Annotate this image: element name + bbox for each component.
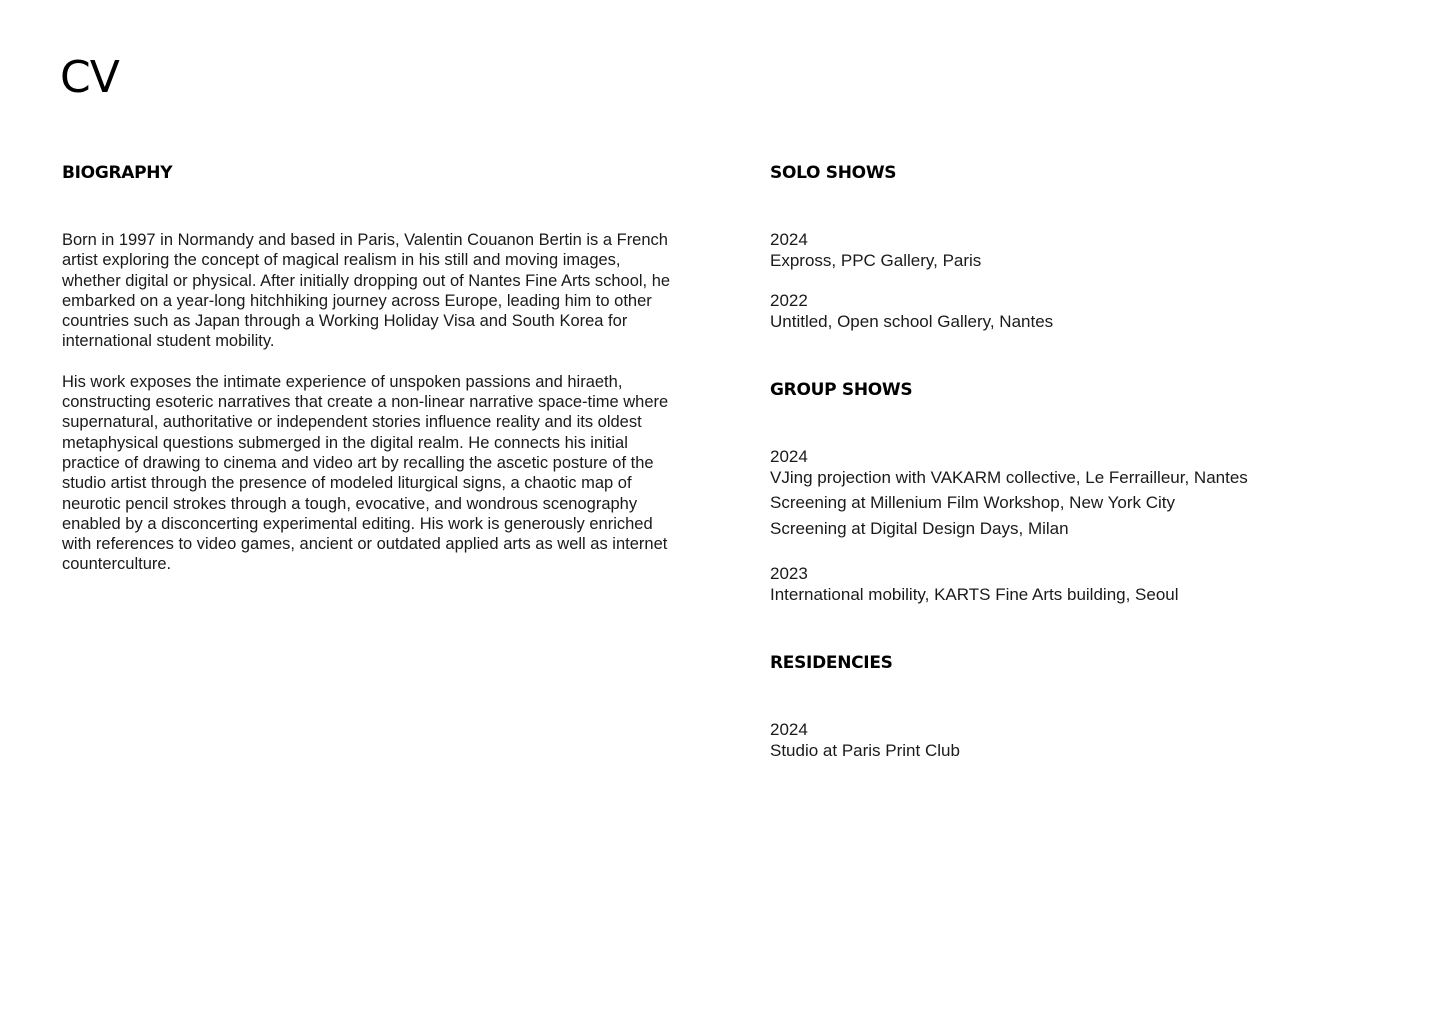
group-shows-list — [770, 447, 1390, 605]
entry-line: VJing projection with VAKARM collective, Le Ferrailleur, Nantes — [770, 467, 1248, 487]
biography-paragraph: His work exposes the intimate experience of unspoken passions and hiraeth, constructing esoteric narratives that create a non-linear narrative space-time where supernatural, authoritative or independent stories influence reality and its oldest metaphysical questions submerged in the digital realm. He connects his initial practice of drawing to cinema and video art by recalling the ascetic posture of the studio artist through the presence of modeled liturgical signs, a chaotic map of neurotic pencil strokes through a tough, evocative, and wondrous scenography enabled by a disconcerting experimental editing. His work is generously enriched with references to video games, ancient or outdated applied arts as well as internet counterculture. — [62, 372, 669, 574]
entry-year: 2023 — [770, 564, 808, 583]
exhibitions-column — [770, 160, 1390, 761]
list-item — [770, 447, 1390, 539]
solo-shows-list — [770, 230, 1390, 332]
residencies-list — [770, 720, 1390, 761]
entry-line: Screening at Digital Design Days, Milan — [770, 518, 1069, 538]
entry-line: Expross, PPC Gallery, Paris — [770, 250, 982, 270]
group-shows-section — [770, 377, 1390, 605]
biography-text — [62, 230, 682, 575]
entry-line: Studio at Paris Print Club — [770, 740, 960, 760]
page-title: CV — [60, 52, 119, 103]
list-item — [770, 564, 1390, 605]
biography-column — [62, 160, 682, 595]
entry-line: International mobility, KARTS Fine Arts building, Seoul — [770, 584, 1179, 604]
residencies-section — [770, 650, 1390, 761]
biography-section — [62, 160, 682, 575]
list-item — [770, 291, 1390, 332]
entry-year: 2024 — [770, 720, 808, 739]
entry-year: 2022 — [770, 291, 808, 310]
entry-line: Untitled, Open school Gallery, Nantes — [770, 311, 1054, 331]
entry-line: Screening at Millenium Film Workshop, New York City — [770, 493, 1175, 512]
list-item — [770, 720, 1390, 761]
solo-shows-section — [770, 160, 1390, 332]
residencies-heading: RESIDENCIES — [770, 653, 893, 673]
entry-year: 2024 — [770, 230, 808, 249]
biography-paragraph: Born in 1997 in Normandy and based in Paris, Valentin Couanon Bertin is a French artist exploring the concept of magical realism in his still and moving images, whether digital or physical. After initially dropping out of Nantes Fine Arts school, he embarked on a year-long hitchhiking journey across Europe, leading him to other countries such as Japan through a Working Holiday Visa and South Korea for international student mobility. — [62, 231, 671, 351]
list-item — [770, 230, 1390, 271]
biography-heading: BIOGRAPHY — [62, 163, 173, 183]
group-shows-heading: GROUP SHOWS — [770, 380, 913, 400]
solo-shows-heading: SOLO SHOWS — [770, 163, 897, 183]
entry-year: 2024 — [770, 447, 808, 466]
